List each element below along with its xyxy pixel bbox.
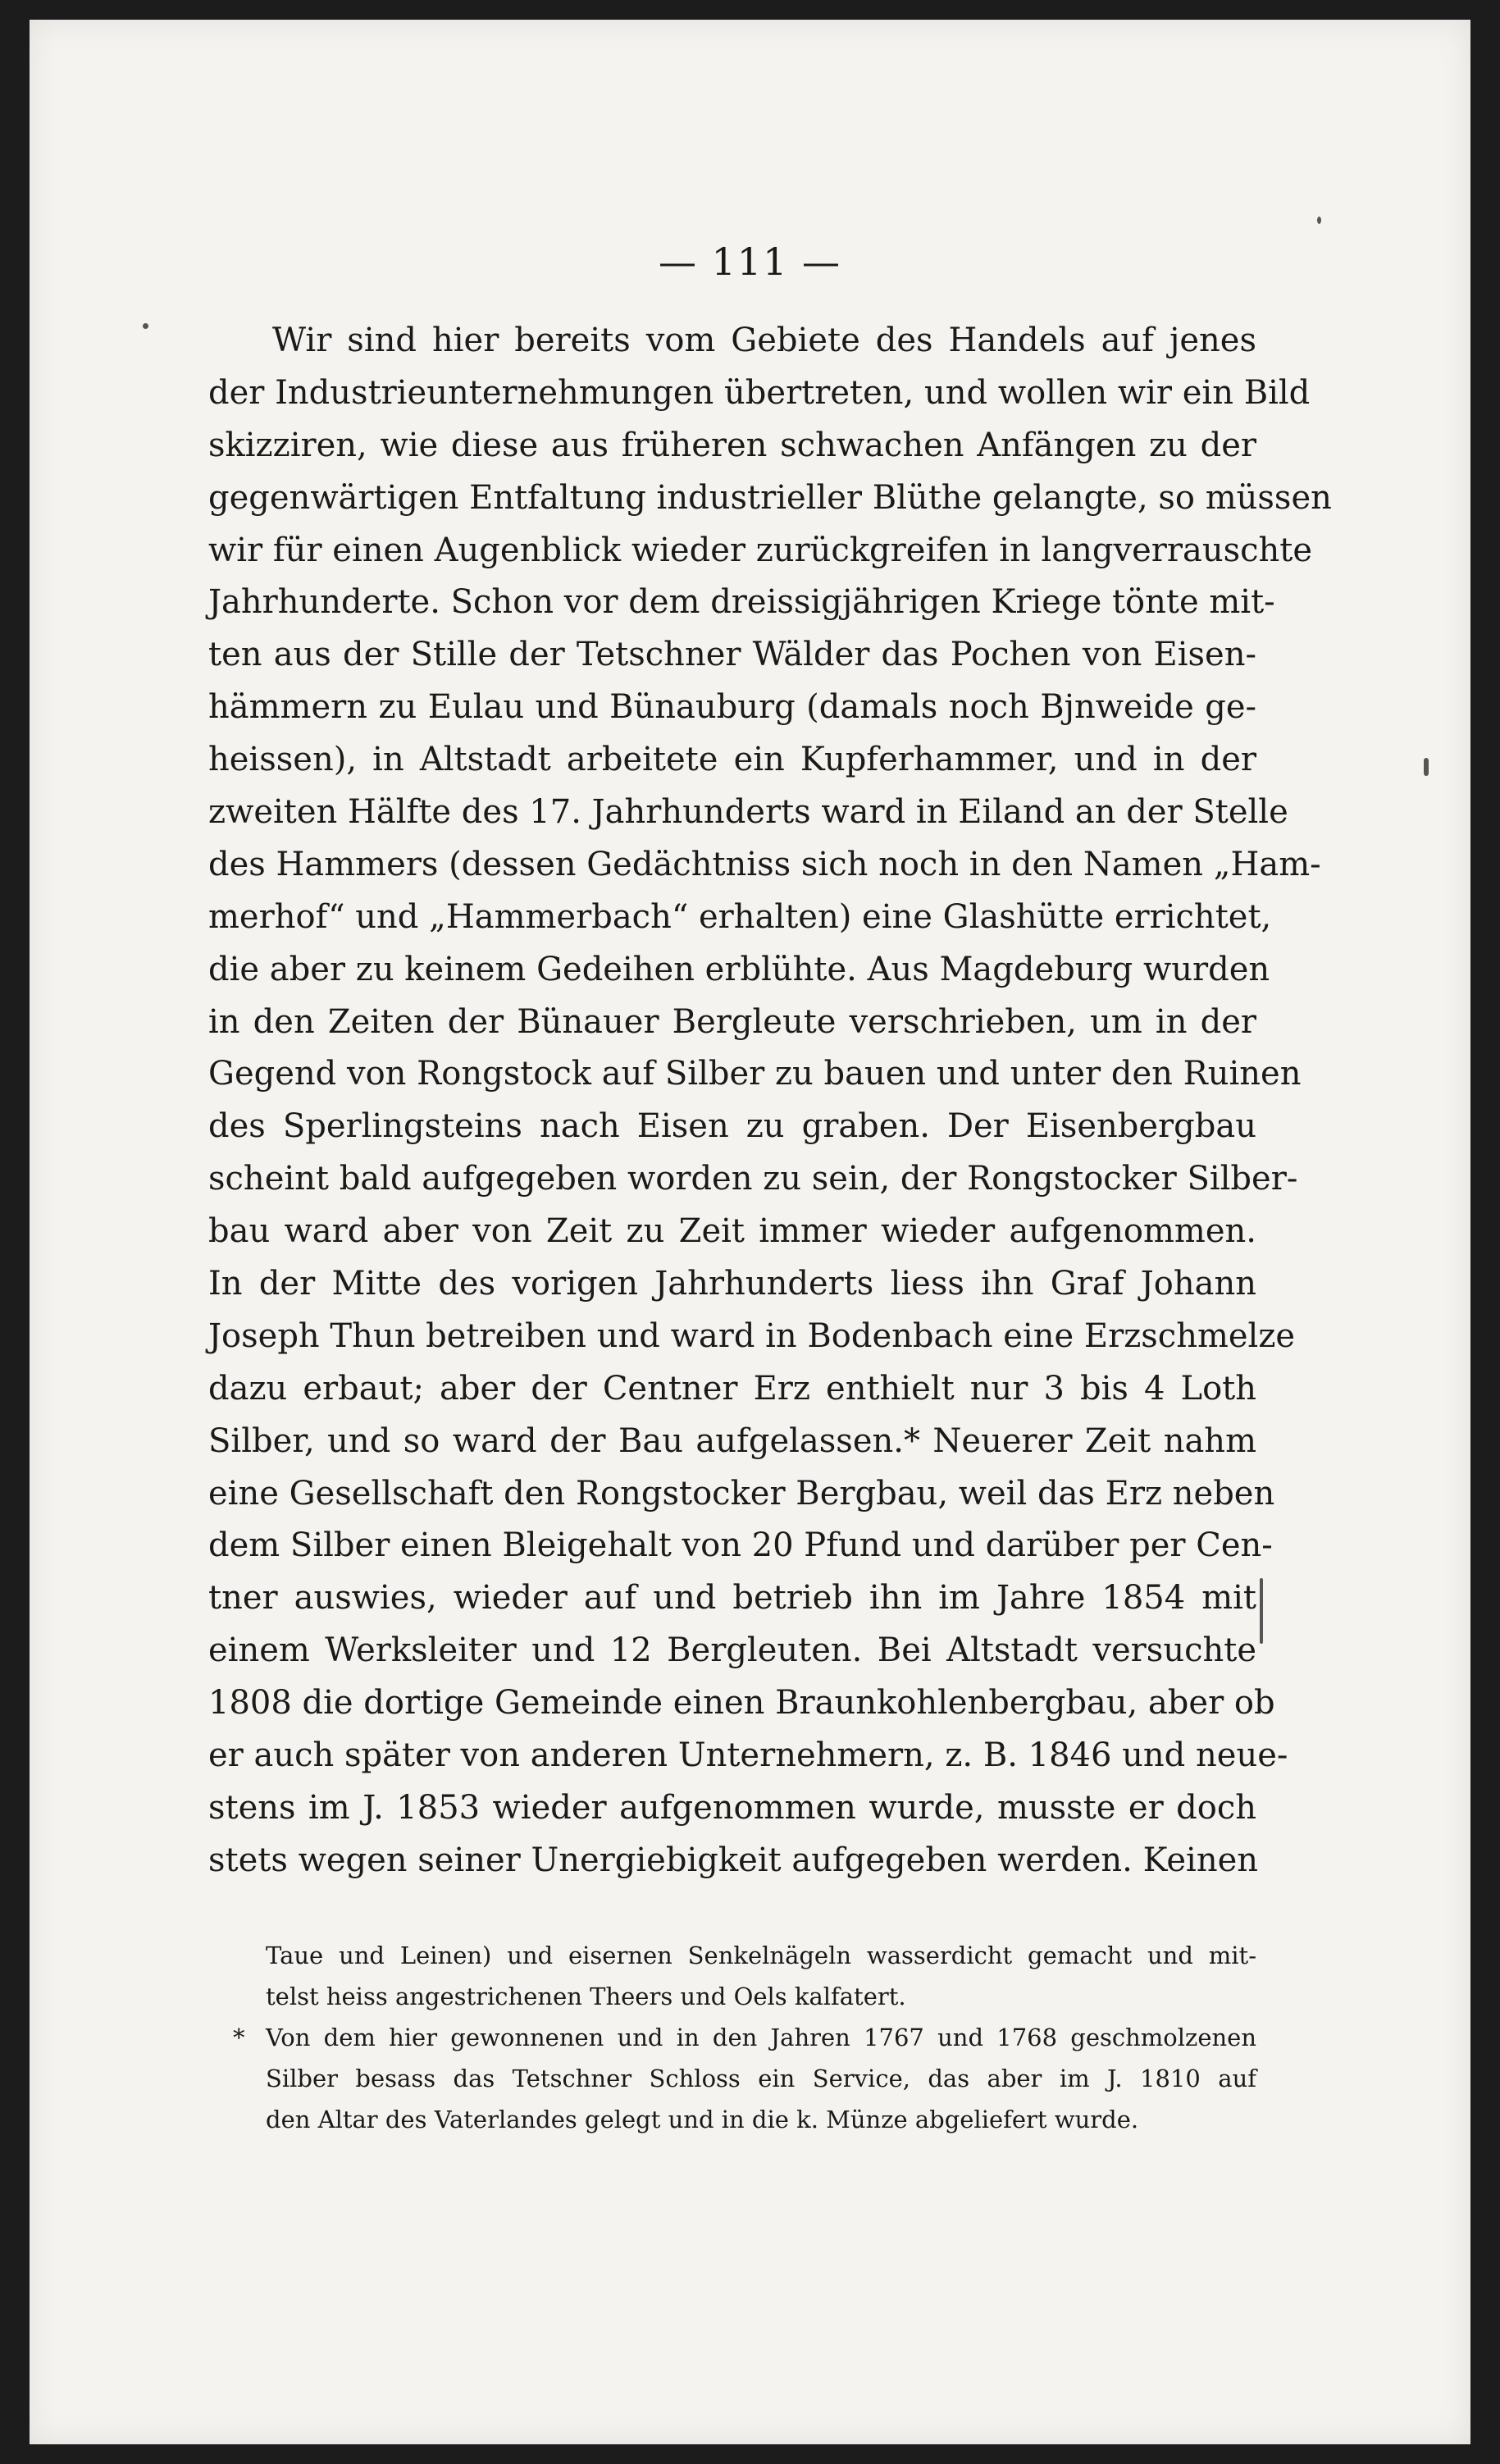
scan-speck <box>1317 217 1321 224</box>
text-line: Gegend von Rongstock auf Silber zu bauen und unter den Ruinen <box>208 1055 1302 1093</box>
footnote-text: Von dem hier gewonnenen und in den Jahren 1767 und 1768 geschmolzenen <box>266 2024 1256 2051</box>
text-line: tner auswies, wieder auf und betrieb ihn im Jahre 1854 mit <box>208 1579 1256 1618</box>
footnote-line: Silber besass das Tetschner Schloss ein Service, das aber im J. 1810 auf <box>266 2065 1256 2092</box>
text-line: Jahrhunderte. Schon vor dem dreissigjährigen Kriege tönte mit- <box>208 583 1275 622</box>
text-line: In der Mitte des vorigen Jahrhunderts liess ihn Graf Johann <box>208 1265 1256 1303</box>
scan-speck <box>143 323 148 329</box>
footnote-line: den Altar des Vaterlandes gelegt und in die k. Münze abgeliefert wurde. <box>266 2106 1139 2133</box>
footnotes <box>233 1935 1256 2140</box>
text-line: dazu erbaut; aber der Centner Erz enthielt nur 3 bis 4 Loth <box>208 1369 1256 1408</box>
text-line: hämmern zu Eulau und Bünauburg (damals noch Bjnweide ge- <box>208 688 1256 727</box>
body-text <box>208 315 1332 1887</box>
text-line: in den Zeiten der Bünauer Bergleute verschrieben, um in der <box>208 1002 1256 1041</box>
text-line: heissen), in Altstadt arbeitete ein Kupferhammer, und in der <box>208 741 1256 779</box>
text-line: skizziren, wie diese aus früheren schwachen Anfängen zu der <box>208 426 1256 464</box>
text-line: wir für einen Augenblick wieder zurückgreifen in langverrauschte <box>208 531 1313 569</box>
text-line: merhof“ und „Hammerbach“ erhalten) eine Glashütte errichtet, <box>208 897 1272 936</box>
page-number: — 111 — <box>658 240 842 284</box>
footnote-line: telst heiss angestrichenen Theers und Oels kalfatert. <box>266 1983 906 2010</box>
text-line: des Hammers (dessen Gedächtniss sich noch in den Namen „Ham- <box>208 845 1321 883</box>
text-line: scheint bald aufgegeben worden zu sein, der Rongstocker Silber- <box>208 1160 1298 1198</box>
book-page <box>30 20 1470 2444</box>
text-line: stens im J. 1853 wieder aufgenommen wurde, musste er doch <box>208 1788 1256 1827</box>
text-line: er auch später von anderen Unternehmern, z. B. 1846 und neue- <box>208 1736 1288 1775</box>
scan-speck <box>1424 758 1429 776</box>
text-line: bau ward aber von Zeit zu Zeit immer wieder aufgenommen. <box>208 1212 1256 1251</box>
text-line: die aber zu keinem Gedeihen erblühte. Aus Magdeburg wurden <box>208 950 1270 988</box>
text-line: gegenwärtigen Entfaltung industrieller Blüthe gelangte, so müssen <box>208 478 1332 517</box>
text-line: 1808 die dortige Gemeinde einen Braunkohlenbergbau, aber ob <box>208 1684 1275 1723</box>
text-line: des Sperlingsteins nach Eisen zu graben. Der Eisenbergbau <box>208 1107 1256 1146</box>
text-line: einem Werksleiter und 12 Bergleuten. Bei Altstadt versuchte <box>208 1631 1256 1670</box>
text-line: ten aus der Stille der Tetschner Wälder das Pochen von Eisen- <box>208 636 1256 674</box>
footnote-marker: * <box>233 2024 245 2051</box>
text-line: zweiten Hälfte des 17. Jahrhunderts ward in Eiland an der Stelle <box>208 793 1288 832</box>
text-line: Silber, und so ward der Bau aufgelassen.* Neuerer Zeit nahm <box>208 1421 1256 1460</box>
footnote-line: Taue und Leinen) und eisernen Senkelnägeln wasserdicht gemacht und mit- <box>266 1942 1256 1969</box>
text-line: Wir sind hier bereits vom Gebiete des Handels auf jenes <box>272 322 1256 359</box>
text-line: eine Gesellschaft den Rongstocker Bergbau, weil das Erz neben <box>208 1474 1275 1513</box>
footnote-line <box>233 2017 1256 2058</box>
scan-speck <box>1260 1578 1263 1644</box>
text-line: Joseph Thun betreiben und ward in Bodenbach eine Erzschmelze <box>208 1316 1296 1355</box>
text-line: stets wegen seiner Unergiebigkeit aufgegeben werden. Keinen <box>208 1841 1259 1879</box>
text-line: dem Silber einen Bleigehalt von 20 Pfund und darüber per Cen- <box>208 1526 1273 1565</box>
text-line: der Industrieunternehmungen übertreten, und wollen wir ein Bild <box>208 373 1311 412</box>
